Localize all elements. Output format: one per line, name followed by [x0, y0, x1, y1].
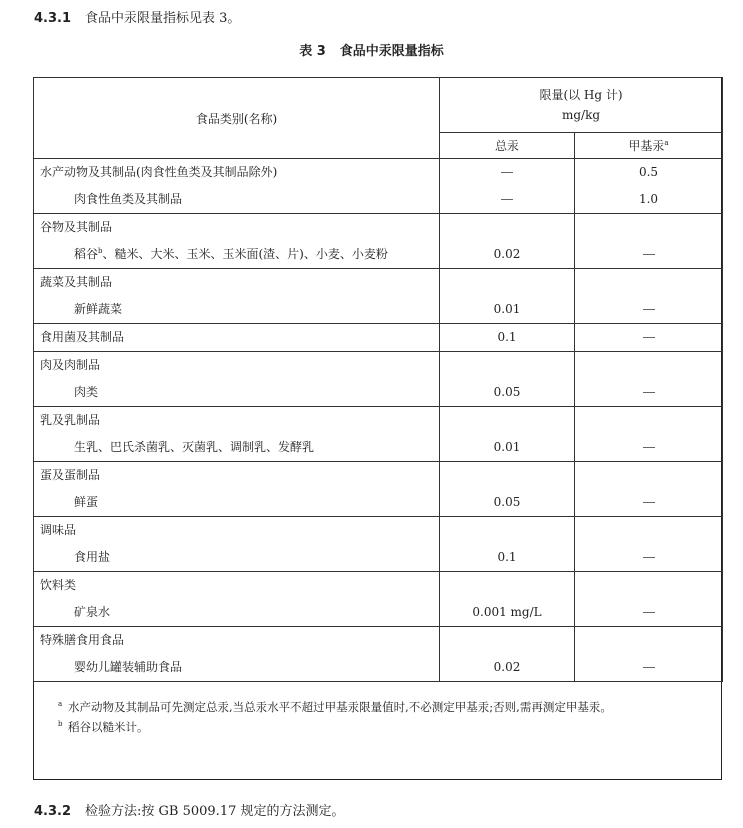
note-text: 稻谷以糙米计。	[68, 720, 149, 734]
methyl-mercury-cell	[575, 407, 723, 462]
total-mercury-value	[440, 572, 574, 599]
header-category: 食品类别(名称)	[34, 78, 440, 159]
category-cell	[34, 324, 440, 352]
dash-mark	[643, 447, 655, 448]
table-row	[34, 407, 723, 462]
section-text: 检验方法:按 GB 5009.17 规定的方法测定。	[85, 804, 345, 819]
category-name: 蔬菜及其制品	[40, 275, 113, 289]
note-text: 水产动物及其制品可先测定总汞,当总汞水平不超过甲基汞限量值时,不必测定甲基汞;否则,需再测定甲基汞。	[68, 700, 612, 714]
category-cell	[34, 269, 440, 324]
dash-mark	[501, 199, 513, 200]
methyl-mercury-cell	[575, 627, 723, 682]
category-name: 鲜蛋	[74, 495, 99, 509]
total-mercury-cell	[440, 159, 575, 214]
not-applicable-dash	[575, 599, 722, 626]
note-mark: a	[58, 700, 63, 708]
category-name-part: 、糙米、大米、玉米、玉米面(渣、片)、小麦、小麦粉	[102, 247, 388, 261]
category-cell	[34, 407, 440, 462]
table-body	[34, 159, 723, 682]
not-applicable-dash	[575, 324, 722, 351]
dash-mark	[643, 502, 655, 503]
note-mark: b	[58, 720, 63, 728]
dash-mark	[643, 254, 655, 255]
header-methyl-mercury	[575, 133, 723, 159]
category-cell	[34, 462, 440, 517]
dash-mark	[643, 392, 655, 393]
methyl-mercury-cell	[575, 462, 723, 517]
table-row	[34, 324, 723, 352]
total-mercury-value: 0.1	[497, 330, 517, 344]
total-mercury-cell	[440, 572, 575, 627]
header-methyl-label: 甲基汞	[628, 139, 665, 153]
methyl-mercury-value	[575, 627, 722, 654]
category-name: 食用菌及其制品	[40, 330, 125, 344]
total-mercury-value	[440, 214, 574, 241]
total-mercury-cell	[440, 269, 575, 324]
header-total-mercury: 总汞	[440, 133, 575, 159]
total-mercury-cell	[440, 462, 575, 517]
section-heading-4-3-1	[34, 7, 240, 26]
total-mercury-cell	[440, 352, 575, 407]
category-name: 肉类	[74, 385, 99, 399]
total-mercury-value: 0.02	[493, 247, 521, 261]
table-number: 表 3	[299, 44, 326, 59]
category-name: 调味品	[40, 523, 77, 537]
category-name: 蛋及蛋制品	[40, 468, 101, 482]
table-row	[34, 159, 723, 214]
total-mercury-value: 0.02	[493, 660, 521, 674]
dash-mark	[643, 667, 655, 668]
table-row	[34, 214, 723, 269]
category-cell	[34, 572, 440, 627]
methyl-mercury-cell	[575, 324, 723, 352]
total-mercury-cell	[440, 214, 575, 269]
note-a	[58, 697, 718, 717]
total-mercury-value	[440, 269, 574, 296]
footnote-mark: a	[664, 139, 669, 147]
section-heading-4-3-2	[34, 800, 345, 819]
methyl-mercury-cell	[575, 269, 723, 324]
methyl-mercury-value	[575, 407, 722, 434]
total-mercury-value: 0.01	[493, 440, 521, 454]
total-mercury-cell	[440, 407, 575, 462]
table-title-text: 食品中汞限量指标	[339, 44, 444, 59]
section-number: 4.3.2	[34, 804, 72, 819]
total-mercury-value: 0.05	[493, 495, 521, 509]
methyl-mercury-value: 1.0	[638, 192, 659, 206]
category-name: 矿泉水	[74, 605, 111, 619]
header-limit	[440, 78, 723, 133]
not-applicable-dash	[575, 544, 722, 571]
table-title	[0, 40, 743, 59]
table-row	[34, 352, 723, 407]
category-name: 饮料类	[40, 578, 77, 592]
table-row	[34, 517, 723, 572]
not-applicable-dash	[440, 186, 574, 213]
methyl-mercury-cell	[575, 572, 723, 627]
category-cell	[34, 214, 440, 269]
total-mercury-value	[440, 462, 574, 489]
mercury-limits-table	[33, 77, 723, 682]
table-row	[34, 572, 723, 627]
table-row	[34, 269, 723, 324]
total-mercury-value	[440, 517, 574, 544]
methyl-mercury-value	[575, 269, 722, 296]
methyl-mercury-cell	[575, 517, 723, 572]
not-applicable-dash	[440, 159, 574, 186]
table-row	[34, 462, 723, 517]
total-mercury-value: 0.05	[493, 385, 521, 399]
note-b	[58, 717, 718, 737]
methyl-mercury-value	[575, 572, 722, 599]
header-limit-label: 限量(以 Hg 计)	[539, 88, 623, 102]
category-cell	[34, 627, 440, 682]
total-mercury-value	[440, 407, 574, 434]
header-limit-unit: mg/kg	[561, 108, 601, 122]
dash-mark	[643, 337, 655, 338]
category-name: 水产动物及其制品(肉食性鱼类及其制品除外)	[40, 165, 278, 179]
total-mercury-cell	[440, 517, 575, 572]
category-cell	[34, 517, 440, 572]
dash-mark	[643, 309, 655, 310]
total-mercury-value	[440, 627, 574, 654]
not-applicable-dash	[575, 434, 722, 461]
category-name: 肉及肉制品	[40, 358, 101, 372]
methyl-mercury-value	[575, 214, 722, 241]
total-mercury-cell	[440, 627, 575, 682]
footnote-mark: b	[98, 247, 103, 255]
not-applicable-dash	[575, 296, 722, 323]
section-text: 食品中汞限量指标见表 3。	[85, 11, 241, 26]
category-name: 新鲜蔬菜	[74, 302, 123, 316]
category-cell	[34, 159, 440, 214]
category-name-part: 稻谷	[74, 247, 99, 261]
category-name: 肉食性鱼类及其制品	[74, 192, 183, 206]
methyl-mercury-cell	[575, 352, 723, 407]
not-applicable-dash	[575, 241, 722, 268]
dash-mark	[501, 172, 513, 173]
dash-mark	[643, 612, 655, 613]
methyl-mercury-value	[575, 517, 722, 544]
category-name: 谷物及其制品	[40, 220, 113, 234]
methyl-mercury-cell	[575, 159, 723, 214]
category-name: 特殊膳食用食品	[40, 633, 125, 647]
category-cell	[34, 352, 440, 407]
category-name: 婴幼儿罐装辅助食品	[74, 660, 183, 674]
table-notes	[58, 697, 718, 737]
category-name: 生乳、巴氏杀菌乳、灭菌乳、调制乳、发酵乳	[74, 440, 315, 454]
not-applicable-dash	[575, 379, 722, 406]
methyl-mercury-value	[575, 462, 722, 489]
not-applicable-dash	[575, 489, 722, 516]
methyl-mercury-value	[575, 352, 722, 379]
category-name: 乳及乳制品	[40, 413, 101, 427]
methyl-mercury-cell	[575, 214, 723, 269]
total-mercury-value: 0.001 mg/L	[472, 605, 542, 619]
table-row	[34, 627, 723, 682]
total-mercury-value: 0.1	[497, 550, 517, 564]
dash-mark	[643, 557, 655, 558]
section-number: 4.3.1	[34, 11, 72, 26]
methyl-mercury-value: 0.5	[638, 165, 659, 179]
total-mercury-value	[440, 352, 574, 379]
total-mercury-cell	[440, 324, 575, 352]
total-mercury-value: 0.01	[493, 302, 521, 316]
not-applicable-dash	[575, 654, 722, 681]
category-name	[34, 241, 439, 268]
category-name: 食用盐	[74, 550, 111, 564]
